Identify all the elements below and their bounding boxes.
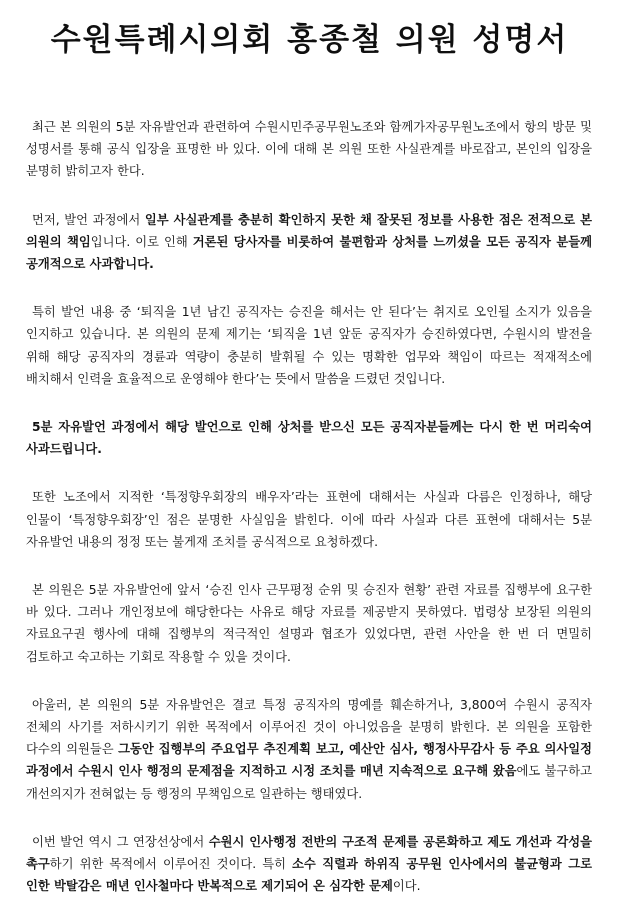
paragraph-text: 또한 노조에서 지적한 ‘특정향우회장의 배우자’라는 표현에 대해서는 사실과 다름은 인정하나, 해당 인물이 ‘특정향우회장’인 점은 분명한 사실임을 밝힌다. 이에 따라 사실과 다른 표현에 대해서는 5분 자유발언 내용의 정정 또는 불게재 조치를 공식적으로 요청하겠다. (26, 490, 592, 549)
statement-body (26, 116, 592, 923)
paragraph-text: 입니다. 이로 인해 (90, 234, 193, 249)
paragraph-bold-text: 거론된 당사자를 비롯하여 불편함과 상처를 느끼셨을 모든 공직자 분들께 공개적으로 사과합니다. (26, 234, 592, 272)
paragraph-text: 먼저, 발언 과정에서 (32, 212, 145, 227)
paragraph-bold-text: 수원시 인사행정 전반의 구조적 문제를 공론화하고 제도 개선과 각성을 촉구 (26, 834, 592, 872)
paragraph-4 (26, 416, 592, 460)
paragraph-2 (26, 209, 592, 276)
paragraph-bold-text: 소수 직렬과 하위직 공무원 인사에서의 불균형과 그로 인한 박탈감은 매년 인사철마다 반복적으로 제기되어 온 심각한 문제 (26, 857, 592, 894)
paragraph-bold-text: 5분 자유발언 과정에서 해당 발언으로 인해 상처를 받으신 모든 공직자분들께는 다시 한 번 머리숙여 사과드립니다. (26, 420, 592, 457)
paragraph-8 (26, 831, 592, 898)
paragraph-text: 아울러, 본 의원의 5분 자유발언은 결코 특정 공직자의 명예를 훼손하거나, 3,800여 수원시 공직자 전체의 사기를 저하시키기 위한 목적에서 이루어진 것이 아니었음을 분명히 밝힌다. 본 의원을 포함한 다수의 의원들은 (26, 697, 592, 757)
paragraph-bold-text: 그동안 집행부의 주요업무 추진계획 보고, 예산안 심사, 행정사무감사 등 주요 의사일정 과정에서 수원시 인사 행정의 문제점을 지적하고 시정 조치를 매년 지속적으로 요구해 왔음 (26, 742, 592, 779)
document-title: 수원특례시의회 홍종철 의원 성명서 (50, 22, 569, 58)
paragraph-text: 특히 발언 내용 중 ‘퇴직을 1년 남긴 공직자는 승진을 해서는 안 된다’는 취지로 오인될 소지가 있음을 인지하고 있습니다. 본 의원의 문제 제기는 ‘퇴직을 1년 앞둔 공직자가 승진하였다면, 수원시의 발전을 위해 해당 공직자의 경륜과 역량이 충분히 발휘될 수 있는 명확한 업무와 책임이 따르는 적재적소에 배치해서 인력을 효율적으로 운영해야 한다’는 뜻에서 말씀을 드렸던 것입니다. (26, 305, 592, 386)
paragraph-text: 이다. (392, 879, 421, 894)
paragraph-6 (26, 579, 592, 668)
paragraph-3 (26, 301, 592, 390)
paragraph-1 (26, 116, 592, 183)
paragraph-text: 이번 발언 역시 그 연장선상에서 (32, 834, 209, 849)
paragraph-bold-text: 일부 사실관계를 충분히 확인하지 못한 채 잘못된 정보를 사용한 점은 전적으로 본 의원의 책임 (26, 212, 592, 249)
paragraph-text: 에도 불구하고 개선의지가 전혀없는 등 행정의 무책임으로 일관하는 행태였다. (26, 764, 593, 801)
paragraph-text: 최근 본 의원의 5분 자유발언과 관련하여 수원시민주공무원노조와 함께가자공무원노조에서 항의 방문 및 성명서를 통해 공식 입장을 표명한 바 있다. 이에 대해 본 의원 또한 사실관계를 바로잡고, 본인의 입장을 분명히 밝히고자 한다. (26, 120, 592, 179)
paragraph-5 (26, 486, 592, 553)
paragraph-text: 하기 위한 목적에서 이루어진 것이다. 특히 (49, 857, 293, 872)
paragraph-7 (26, 694, 592, 805)
paragraph-text: 본 의원은 5분 자유발언에 앞서 ‘승진 인사 근무평정 순위 및 승진자 현황’ 관련 자료를 집행부에 요구한 바 있다. 그러나 개인정보에 해당한다는 사유로 해당 자료를 제공받지 못하였다. 법령상 보장된 의원의 자료요구권 행사에 대해 집행부의 적극적인 설명과 협조가 있었다면, 관련 사안을 한 번 더 면밀히 검토하고 숙고하는 기회로 작용할 수 있을 것이다. (26, 583, 592, 664)
